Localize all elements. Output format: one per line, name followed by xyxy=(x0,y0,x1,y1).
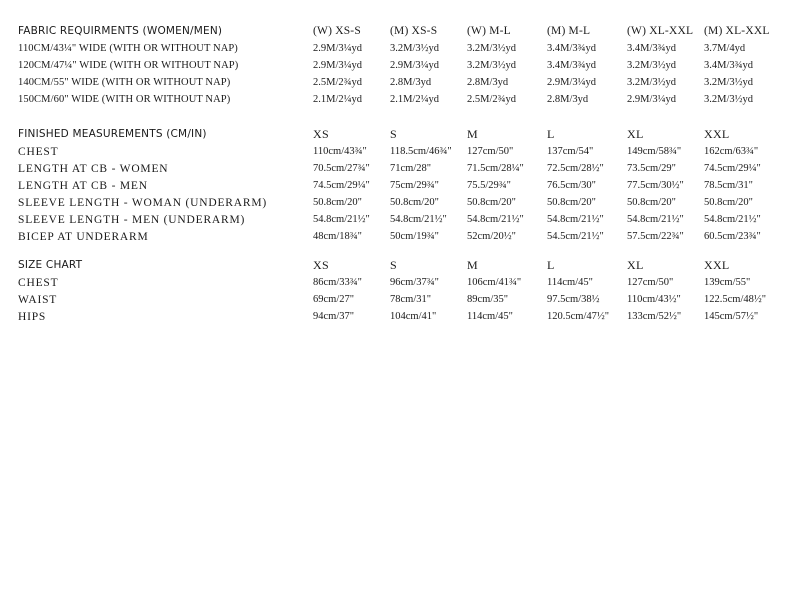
fabric-cell: 3.2M/3½yd xyxy=(627,60,677,71)
finished-row xyxy=(18,177,784,194)
finished-row-label: LENGTH AT CB - MEN xyxy=(18,179,148,192)
finished-cell: 50.8cm/20" xyxy=(704,197,753,208)
size-chart-cell: 145cm/57½" xyxy=(704,311,759,322)
size-chart-row-label: HIPS xyxy=(18,310,47,323)
fabric-cell: 2.9M/3¼yd xyxy=(627,94,677,105)
fabric-cell: 3.2M/3½yd xyxy=(627,77,677,88)
fabric-row xyxy=(18,74,784,91)
fabric-column-header: (W) XS-S xyxy=(313,25,361,37)
size-chart-cell: 97.5cm/38½ xyxy=(547,294,600,305)
finished-cell: 162cm/63¾" xyxy=(704,146,759,157)
fabric-row xyxy=(18,91,784,108)
size-chart-cell: 96cm/37¾" xyxy=(390,277,439,288)
size-chart-cell: 110cm/43½" xyxy=(627,294,681,305)
finished-row xyxy=(18,143,784,160)
finished-cell: 149cm/58¾" xyxy=(627,146,682,157)
finished-cell: 75cm/29¾" xyxy=(390,180,439,191)
fabric-requirements-table xyxy=(18,22,784,108)
size-chart-column-header: XXL xyxy=(704,257,730,272)
fabric-row-label: 120CM/47¼" WIDE (WITH OR WITHOUT NAP) xyxy=(18,60,239,71)
size-chart-cell: 139cm/55" xyxy=(704,277,751,288)
fabric-cell: 2.8M/3yd xyxy=(547,94,589,105)
size-chart-cell: 94cm/37" xyxy=(313,311,355,322)
fabric-cell: 3.2M/3½yd xyxy=(390,43,440,54)
finished-cell: 76.5cm/30" xyxy=(547,180,596,191)
fabric-row-label: 110CM/43¼" WIDE (WITH OR WITHOUT NAP) xyxy=(18,43,238,54)
finished-column-header: XXL xyxy=(704,126,730,141)
size-chart-cell: 122.5cm/48½" xyxy=(704,294,767,305)
finished-cell: 48cm/18¾" xyxy=(313,231,362,242)
finished-row-label: CHEST xyxy=(18,145,59,158)
size-chart-cell: 89cm/35" xyxy=(467,294,509,305)
finished-cell: 77.5cm/30½" xyxy=(627,180,684,191)
fabric-cell: 3.2M/3½yd xyxy=(467,43,517,54)
fabric-column-header: (M) XL-XXL xyxy=(704,25,770,37)
finished-row-label: SLEEVE LENGTH - WOMAN (UNDERARM) xyxy=(18,196,267,209)
size-chart-row-label: WAIST xyxy=(18,293,58,306)
size-chart-column-header: M xyxy=(467,257,478,272)
fabric-cell: 3.2M/3½yd xyxy=(704,77,754,88)
finished-cell: 118.5cm/46¾" xyxy=(390,146,452,157)
fabric-cell: 2.9M/3¼yd xyxy=(390,60,440,71)
finished-column-header: M xyxy=(467,126,478,141)
finished-row-label: SLEEVE LENGTH - MEN (UNDERARM) xyxy=(18,213,246,226)
fabric-row xyxy=(18,57,784,74)
finished-cell: 74.5cm/29¼" xyxy=(313,180,370,191)
fabric-cell: 3.2M/3½yd xyxy=(467,60,517,71)
finished-cell: 54.8cm/21½" xyxy=(313,214,370,225)
finished-cell: 54.5cm/21½" xyxy=(547,231,604,242)
fabric-cell: 2.1M/2¼yd xyxy=(390,94,440,105)
size-chart-header-row xyxy=(18,256,784,274)
finished-cell: 50.8cm/20" xyxy=(627,197,676,208)
fabric-cell: 2.1M/2¼yd xyxy=(313,94,363,105)
fabric-column-header: (W) M-L xyxy=(467,25,511,37)
finished-cell: 50cm/19¾" xyxy=(390,231,439,242)
size-chart-cell: 120.5cm/47½" xyxy=(547,311,610,322)
finished-cell: 50.8cm/20" xyxy=(313,197,362,208)
fabric-cell: 2.8M/3yd xyxy=(390,77,432,88)
fabric-row xyxy=(18,40,784,57)
finished-cell: 57.5cm/22¾" xyxy=(627,231,684,242)
fabric-column-header: (M) XS-S xyxy=(390,25,438,37)
finished-cell: 71.5cm/28¼" xyxy=(467,163,524,174)
size-chart-cell: 127cm/50" xyxy=(627,277,674,288)
finished-cell: 127cm/50" xyxy=(467,146,514,157)
finished-cell: 50.8cm/20" xyxy=(547,197,596,208)
size-chart-row xyxy=(18,291,784,308)
size-chart-cell: 69cm/27" xyxy=(313,294,355,305)
finished-cell: 50.8cm/20" xyxy=(467,197,516,208)
finished-cell: 137cm/54" xyxy=(547,146,594,157)
finished-column-header: XL xyxy=(627,126,644,141)
finished-row-label: BICEP AT UNDERARM xyxy=(18,230,149,243)
finished-cell: 54.8cm/21½" xyxy=(547,214,604,225)
finished-cell: 50.8cm/20" xyxy=(390,197,439,208)
fabric-header-row xyxy=(18,22,784,40)
finished-header-row xyxy=(18,125,784,143)
fabric-column-header: (W) XL-XXL xyxy=(627,25,694,37)
size-chart-section-title: SIZE CHART xyxy=(18,259,83,271)
size-chart-cell: 133cm/52½" xyxy=(627,311,682,322)
finished-cell: 74.5cm/29¼" xyxy=(704,163,761,174)
fabric-column-header: (M) M-L xyxy=(547,25,591,37)
size-chart-cell: 78cm/31" xyxy=(390,294,432,305)
fabric-cell: 3.4M/3¾yd xyxy=(627,43,677,54)
finished-column-header: S xyxy=(390,126,397,141)
finished-section-title: FINISHED MEASUREMENTS (CM/IN) xyxy=(18,128,207,140)
finished-cell: 71cm/28" xyxy=(390,163,432,174)
finished-row xyxy=(18,228,784,245)
finished-cell: 70.5cm/27¾" xyxy=(313,163,370,174)
fabric-cell: 3.4M/3¾yd xyxy=(704,60,754,71)
fabric-cell: 3.4M/3¾yd xyxy=(547,60,597,71)
finished-cell: 54.8cm/21½" xyxy=(627,214,684,225)
fabric-cell: 2.9M/3¼yd xyxy=(547,77,597,88)
finished-cell: 110cm/43¾" xyxy=(313,146,367,157)
size-chart-column-header: S xyxy=(390,257,397,272)
finished-row xyxy=(18,160,784,177)
finished-cell: 60.5cm/23¾" xyxy=(704,231,761,242)
fabric-cell: 2.9M/3¼yd xyxy=(313,60,363,71)
size-chart-row-label: CHEST xyxy=(18,276,59,289)
finished-cell: 54.8cm/21½" xyxy=(390,214,447,225)
fabric-cell: 3.4M/3¾yd xyxy=(547,43,597,54)
finished-column-header: L xyxy=(547,126,555,141)
size-chart-cell: 114cm/45" xyxy=(547,277,593,288)
finished-cell: 72.5cm/28½" xyxy=(547,163,604,174)
finished-row-label: LENGTH AT CB - WOMEN xyxy=(18,162,169,175)
finished-measurements-table xyxy=(18,125,784,245)
fabric-cell: 2.8M/3yd xyxy=(467,77,509,88)
finished-cell: 54.8cm/21½" xyxy=(704,214,761,225)
finished-cell: 54.8cm/21½" xyxy=(467,214,524,225)
finished-row xyxy=(18,211,784,228)
fabric-cell: 2.5M/2¾yd xyxy=(467,94,517,105)
size-chart-column-header: L xyxy=(547,257,555,272)
fabric-row-label: 150CM/60" WIDE (WITH OR WITHOUT NAP) xyxy=(18,94,231,105)
finished-column-header: XS xyxy=(313,126,329,141)
fabric-cell: 3.2M/3½yd xyxy=(704,94,754,105)
size-chart-table xyxy=(18,256,784,325)
fabric-row-label: 140CM/55" WIDE (WITH OR WITHOUT NAP) xyxy=(18,77,231,88)
finished-cell: 75.5/29¾" xyxy=(467,180,511,191)
fabric-cell: 3.7M/4yd xyxy=(704,43,746,54)
finished-cell: 73.5cm/29" xyxy=(627,163,676,174)
size-chart-cell: 86cm/33¾" xyxy=(313,277,362,288)
finished-cell: 78.5cm/31" xyxy=(704,180,753,191)
size-chart-cell: 106cm/41¾" xyxy=(467,277,522,288)
size-chart-row xyxy=(18,308,784,325)
size-chart-column-header: XL xyxy=(627,257,644,272)
finished-cell: 52cm/20½" xyxy=(467,231,516,242)
fabric-section-title: FABRIC REQUIRMENTS (WOMEN/MEN) xyxy=(18,25,223,37)
size-chart-cell: 104cm/41" xyxy=(390,311,437,322)
size-chart-column-header: XS xyxy=(313,257,329,272)
finished-row xyxy=(18,194,784,211)
fabric-cell: 2.9M/3¼yd xyxy=(313,43,363,54)
size-chart-cell: 114cm/45" xyxy=(467,311,513,322)
fabric-cell: 2.5M/2¾yd xyxy=(313,77,363,88)
size-chart-row xyxy=(18,274,784,291)
